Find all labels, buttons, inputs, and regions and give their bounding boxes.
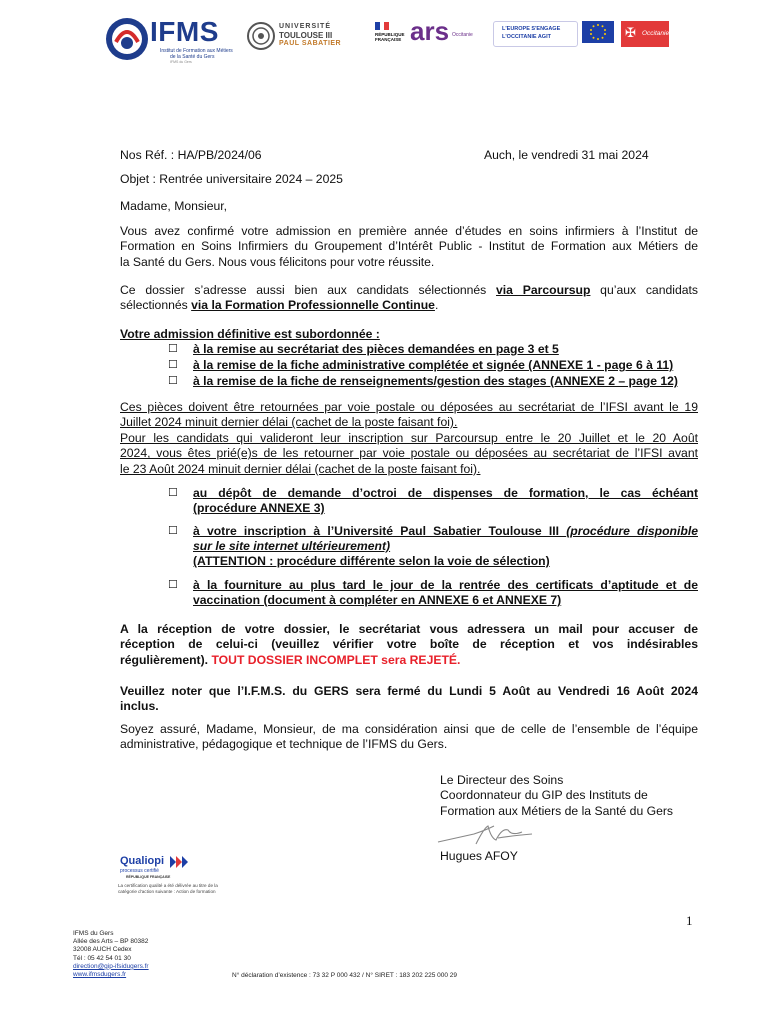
reception-line2: réception de celui-ci (veuillez vérifier votre boîte de réception et vos indésirables — [120, 637, 698, 652]
ars-region: Occitanie — [452, 32, 473, 38]
signatory-name: Hugues AFOY — [440, 849, 518, 863]
subject: Objet : Rentrée universitaire 2024 – 2025 — [120, 172, 343, 186]
para2-text-a: Ce dossier s’adresse aussi bien aux candidats sélectionnés — [120, 283, 497, 297]
parcoursup-emphasis: via Parcoursup — [496, 283, 591, 297]
dispenses-line2: (procédure ANNEXE 3) — [193, 501, 325, 515]
footer-email-link[interactable]: direction@gip-ifsidugers.fr — [73, 962, 149, 970]
region-name: Occitanie — [642, 30, 670, 37]
return-line2: Juillet 2024 minuit dernier délai (cachet de la poste faisant foi). — [120, 415, 458, 430]
checkbox-icon: ☐ — [168, 343, 178, 355]
audience-paragraph — [120, 283, 698, 314]
para1-line2: Formation en Soins Infirmiers du Groupement d’Intérêt Public - Institut de Formation aux Métiers de — [120, 239, 698, 254]
europe-occitanie-logo — [493, 21, 578, 47]
closing-line1: Soyez assuré, Madame, Monsieur, de ma considération ainsi que de celle de l’ensemble de l’équipe — [120, 722, 698, 736]
certificats-line2: vaccination (document à compléter en ANNEXE 6 et ANNEXE 7) — [193, 593, 562, 607]
para1-line3: la Santé du Gers. Nous vous félicitons pour votre réussite. — [120, 254, 435, 269]
closure-line1: Veuillez noter que l’I.F.M.S. du GERS sera fermé du Lundi 5 Août au Vendredi 16 Août 2024 — [120, 684, 698, 698]
qualiopi-note — [118, 883, 218, 895]
ifms-emblem-icon — [104, 16, 150, 62]
list-item — [168, 358, 728, 374]
admission-paragraph — [120, 224, 698, 270]
admission-title: Votre admission définitive est subordonnée : — [120, 327, 380, 341]
footer-phone: Tél : 05 42 54 01 30 — [73, 954, 131, 962]
europe-line2: L'OCCITANIE AGIT — [502, 34, 551, 40]
page-number: 1 — [686, 913, 693, 928]
ars-logo — [410, 16, 480, 50]
letter-date: Auch, le vendredi 31 mai 2024 — [484, 148, 649, 162]
admission-item-3: à la remise de la fiche de renseignements/gestion des stages (ANNEXE 2 – page 12) — [193, 374, 678, 388]
list-item — [168, 342, 728, 358]
return-line4: 2024, vous êtes prié(e)s de les retourner par voie postale ou déposées au secrétariat de l’IFSI avant — [120, 446, 698, 461]
footer-siret: N° déclaration d’existence : 73 32 P 000 432 / N° SIRET : 183 202 225 000 29 — [232, 972, 458, 979]
ifms-name: IFMS — [150, 16, 219, 47]
republique-francaise-logo — [375, 22, 405, 52]
region-occitanie-logo — [621, 21, 669, 47]
footer-city: 32008 AUCH Cedex — [73, 946, 132, 954]
qualiopi-note-line1: La certification qualité a été délivrée au titre de la — [118, 883, 218, 888]
univ-seal-icon — [247, 22, 275, 50]
republique-line2: FRANÇAISE — [375, 37, 402, 42]
eu-flag-icon — [582, 21, 614, 43]
reception-line3 — [120, 653, 698, 668]
admission-item-1: à la remise au secrétariat des pièces demandées en page 3 et 5 — [193, 342, 559, 356]
return-instructions — [120, 400, 698, 477]
footer-street: Allée des Arts – BP 80382 — [73, 938, 149, 946]
para1-line1: Vous avez confirmé votre admission en première année d’études en soins infirmiers à l’Institut de — [120, 224, 698, 238]
inscription-text: à votre inscription à l’Université Paul Sabatier Toulouse III — [193, 524, 567, 538]
salutation: Madame, Monsieur, — [120, 199, 228, 213]
univ-line3: PAUL SABATIER — [279, 40, 342, 47]
region-cross-icon: ✠ — [625, 25, 636, 40]
ifms-tiny-text: IFMS du Gers — [170, 60, 192, 64]
return-line1: Ces pièces doivent être retournées par voie postale ou déposées au secrétariat de l’IFSI avant le 19 — [120, 400, 698, 414]
inscription-italic: (procédure disponible — [566, 524, 698, 538]
ifms-sub-line1: Institut de Formation aux Métiers — [160, 48, 233, 54]
marianne-icon — [375, 22, 389, 30]
ifms-sub-line2: de la Santé du Gers — [170, 54, 215, 60]
univ-toulouse-logo — [247, 22, 347, 50]
signatory-title: Le Directeur des Soins — [440, 773, 564, 787]
signatory-role-line2: Formation aux Métiers de la Santé du Gers — [440, 803, 674, 818]
checkbox-icon: ☐ — [168, 375, 178, 387]
checkbox-icon: ☐ — [168, 579, 178, 591]
reference: Nos Réf. : HA/PB/2024/06 — [120, 148, 262, 162]
qualiopi-arrows-icon — [170, 856, 188, 868]
reception-line1: A la réception de votre dossier, le secrétariat vous adressera un mail pour accuser de — [120, 622, 698, 636]
list-item — [168, 374, 728, 390]
para2-text-d: sélectionnés — [120, 298, 192, 313]
para2-line2 — [120, 298, 698, 313]
incomplete-warning: TOUT DOSSIER INCOMPLET sera REJETÉ. — [211, 652, 461, 667]
checkbox-icon: ☐ — [168, 359, 178, 371]
admission-list — [168, 342, 728, 390]
univ-line2: TOULOUSE III — [279, 31, 333, 40]
republique-line1: RÉPUBLIQUE — [375, 32, 405, 37]
certificats-line1: à la fourniture au plus tard le jour de la rentrée des certificats d’aptitude et de — [193, 578, 698, 592]
qualiopi-name: Qualiopi — [120, 855, 164, 867]
inscription-line2: sur le site internet ultérieurement) — [193, 539, 391, 553]
qualiopi-sub: processus certifié — [120, 868, 159, 874]
reception-paragraph — [120, 622, 698, 668]
dispenses-line1: au dépôt de demande d’octroi de dispenses de formation, le cas échéant — [193, 486, 698, 500]
qualiopi-note-line2: catégorie d’action suivante : Action de formation — [118, 889, 216, 894]
closing-line2: administrative, pédagogique et technique de l’IFMS du Gers. — [120, 737, 448, 752]
signatory-role-line1: Coordonnateur du GIP des Instituts de — [440, 788, 648, 803]
europe-line1: L'EUROPE S'ENGAGE — [502, 26, 561, 32]
admission-item-2: à la remise de la fiche administrative complétée et signée (ANNEXE 1 - page 6 à 11) — [193, 358, 674, 372]
para2-line1 — [120, 283, 698, 298]
inscription-line3: (ATTENTION : procédure différente selon la voie de sélection) — [193, 554, 550, 568]
qualiopi-rep: RÉPUBLIQUE FRANÇAISE — [126, 875, 171, 879]
footer-website-link[interactable]: www.ifmsdugers.fr — [73, 971, 127, 979]
inscription-line1 — [193, 524, 698, 538]
return-line5: le 23 Août 2024 minuit dernier délai (cachet de la poste faisant foi). — [120, 461, 481, 476]
fpc-emphasis: via la Formation Professionnelle Continue — [191, 298, 435, 313]
checkbox-icon: ☐ — [168, 525, 178, 537]
closure-notice — [120, 684, 698, 715]
signature-block — [440, 773, 673, 819]
handwritten-signature — [436, 820, 536, 850]
univ-line1: UNIVERSITÉ — [279, 23, 332, 30]
eu-flag-logo — [582, 21, 614, 47]
ifms-logo — [104, 14, 242, 64]
ars-name: ars — [410, 16, 450, 46]
para2-text-c: qu’aux candidats — [590, 283, 699, 297]
footer-org: IFMS du Gers — [73, 930, 114, 937]
return-line3: Pour les candidats qui valideront leur inscription sur Parcoursup entre le 20 Juillet et le 20 Août — [120, 430, 698, 445]
checkbox-icon: ☐ — [168, 487, 178, 499]
reception-text: régulièrement). — [120, 652, 212, 667]
closing-paragraph — [120, 722, 698, 753]
closure-line2: inclus. — [120, 699, 159, 714]
para2-text-f: . — [434, 298, 439, 313]
footer-address — [73, 930, 149, 979]
